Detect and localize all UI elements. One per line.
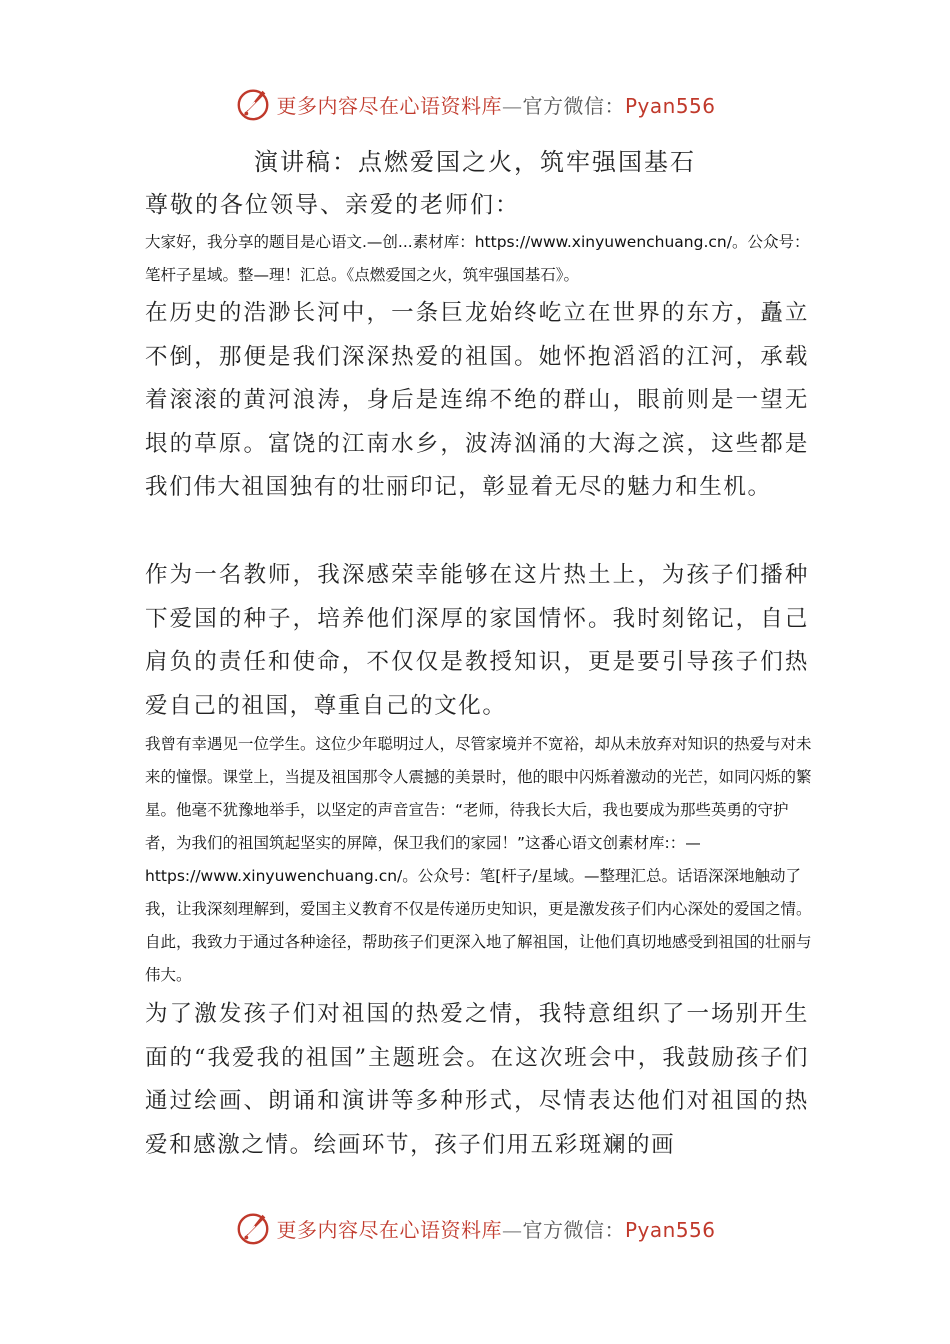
paragraph-river: 在历史的浩渺长河中，一条巨龙始终屹立在世界的东方，矗立不倒，那便是我们深深热爱的祖国。她怀抱滔滔的江河，承载着滚滚的黄河浪涛，身后是连绵不绝的群山，眼前则是一望无垠的草原。富饶的江南水乡，波涛汹涌的大海之滨，这些都是我们伟大祖国独有的壮丽印记，彰显着无尽的魅力和生机。	[145, 300, 809, 501]
banner-wx-id: Pyan556	[624, 1217, 716, 1242]
banner-main: 更多内容尽在心语资料库	[276, 1217, 502, 1242]
banner-sep: —	[501, 93, 523, 118]
banner-main: 更多内容尽在心语资料库	[276, 93, 502, 118]
banner-text	[276, 90, 715, 119]
quill-logo-icon	[234, 85, 272, 123]
banner-text	[276, 1214, 715, 1243]
footer-banner	[0, 1206, 950, 1250]
document-title: 演讲稿：点燃爱国之火，筑牢强国基石	[254, 148, 696, 176]
header-banner	[0, 82, 950, 126]
paragraph-class-meeting: 为了激发孩子们对祖国的热爱之情，我特意组织了一场别开生面的“我爱我的祖国”主题班会。在这次班会中，我鼓励孩子们通过绘画、朗诵和演讲等多种形式，尽情表达他们对祖国的热爱和感激之情。绘画环节，孩子们用五彩斑斓的画	[145, 1001, 809, 1158]
banner-wx-id: Pyan556	[624, 93, 716, 118]
paragraph-student: 我曾有幸遇见一位学生。这位少年聪明过人，尽管家境并不宽裕，却从未放弃对知识的热爱与对未来的憧憬。课堂上，当提及祖国那令人震撼的美景时，他的眼中闪烁着激动的光芒，如同闪烁的繁星。他毫不犹豫地举手，以坚定的声音宣告：“老师，待我长大后，我也要成为那些英勇的守护者，为我们的祖国筑起坚实的屏障，保卫我们的家园！”这番心语文创素材库:：—https://www.xinyuwenchuang.cn/。公众号：笔[杆子/星域。—整理汇总。话语深深地触动了我，让我深刻理解到，爱国主义教育不仅是传递历史知识，更是激发孩子们内心深处的爱国之情。自此，我致力于通过各种途径，帮助孩子们更深入地了解祖国，让他们真切地感受到祖国的壮丽与伟大。	[145, 735, 812, 984]
salutation: 尊敬的各位领导、亲爱的老师们：	[145, 192, 520, 218]
paragraph-teacher: 作为一名教师，我深感荣幸能够在这片热土上，为孩子们播种下爱国的种子，培养他们深厚的家国情怀。我时刻铭记，自己肩负的责任和使命，不仅仅是教授知识，更是要引导孩子们热爱自己的祖国，尊重自己的文化。	[145, 562, 809, 719]
banner-wx-label: 官方微信：	[522, 93, 625, 118]
banner-sep: —	[501, 1217, 523, 1242]
banner-wx-label: 官方微信：	[522, 1217, 625, 1242]
paragraph-intro: 大家好，我分享的题目是心语文.—创...素材库：https://www.xinyuwenchuang.cn/。公众号：笔杆子星域。整—理！汇总。《点燃爱国之火，筑牢强国基石》。	[145, 233, 810, 284]
quill-logo-icon	[234, 1209, 272, 1247]
